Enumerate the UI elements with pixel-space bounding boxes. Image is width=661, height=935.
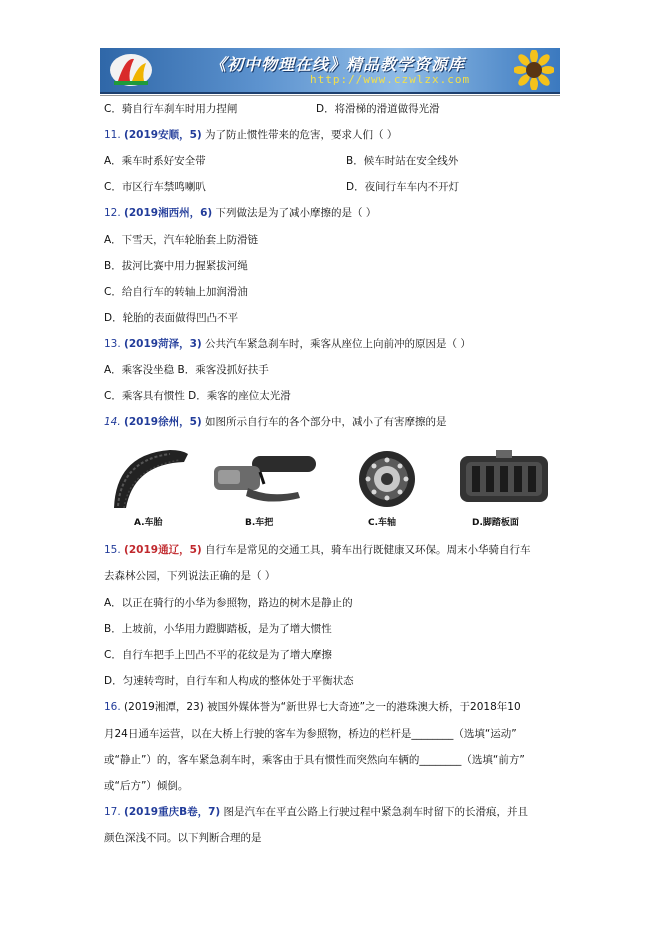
q12-option-c: C．给自行车的转轴上加润滑油: [104, 286, 248, 298]
question-text: 下列做法是为了减小摩擦的是（ ）: [212, 207, 377, 219]
q13-options-ab: A．乘客没坐稳 B．乘客没抓好扶手: [104, 364, 269, 376]
q13-options-cd: C．乘客具有惯性 D．乘客的座位太光滑: [104, 390, 291, 402]
question-11: [104, 128, 397, 142]
q15-option-a: A．以正在骑行的小华为参照物，路边的树木是静止的: [104, 597, 353, 609]
q16-line-2: 月24日通车运营，以在大桥上行驶的客车为参照物，桥边的栏杆是________（选填“运动”: [104, 728, 517, 740]
header-rule: [100, 95, 560, 96]
q11-option-d: D．夜间行车车内不开灯: [346, 181, 460, 193]
sunflower-icon: [514, 50, 554, 90]
q11-option-b: B．候车时站在安全线外: [346, 155, 459, 167]
pedal-image: [456, 448, 552, 510]
question-source: (2019徐州，5): [124, 416, 202, 428]
q12-option-b: B．拔河比赛中用力握紧拔河绳: [104, 260, 248, 272]
header-banner: [100, 48, 560, 94]
q17-line-2: 颜色深浅不同。以下判断合理的是: [104, 832, 262, 844]
question-number: 12.: [104, 207, 121, 219]
tire-image: [110, 448, 190, 510]
q15-continuation: 去森林公园，下列说法正确的是（ ）: [104, 570, 276, 582]
q15-option-c: C．自行车把手上凹凸不平的花纹是为了增大摩擦: [104, 649, 332, 661]
question-source: (2019湘潭，23): [124, 701, 204, 713]
question-number: 17.: [104, 806, 121, 818]
q12-option-a: A．下雪天，汽车轮胎套上防滑链: [104, 234, 259, 246]
question-14: [104, 415, 447, 429]
question-12: [104, 206, 376, 220]
q15-option-d: D．匀速转弯时，自行车和人构成的整体处于平衡状态: [104, 675, 354, 687]
question-text: 被国外媒体誉为“新世界七大奇迹”之一的港珠澳大桥，于2018年10: [203, 701, 521, 713]
question-text: 公共汽车紧急刹车时，乘客从座位上向前冲的原因是（ ）: [201, 338, 471, 350]
question-text: 为了防止惯性带来的危害，要求人们（ ）: [201, 129, 398, 141]
q16-line-3: 或“静止”）的，客车紧急刹车时，乘客由于具有惯性而突然向车辆的________（选填“前方”: [104, 754, 525, 766]
question-number: 14.: [104, 416, 121, 428]
question-13: [104, 337, 471, 351]
q11-option-a: A．乘车时系好安全带: [104, 155, 206, 167]
logo-icon: [108, 51, 154, 89]
question-source: (2019湘西州，6): [124, 207, 213, 219]
question-16: [104, 700, 521, 714]
question-source: (2019安顺，5): [124, 129, 202, 141]
handlebar-image: [208, 448, 320, 510]
question-number: 13.: [104, 338, 121, 350]
caption-c: C.车轴: [368, 518, 397, 528]
option-c-prev: C．骑自行车刹车时用力捏闸: [104, 103, 238, 115]
question-source: (2019菏泽，3): [124, 338, 202, 350]
question-text: 图是汽车在平直公路上行驶过程中紧急刹车时留下的长滑痕，并且: [220, 806, 529, 818]
axle-image: [344, 448, 430, 510]
q12-option-d: D．轮胎的表面做得凹凸不平: [104, 312, 239, 324]
banner-url[interactable]: http://www.czwlzx.com: [310, 73, 471, 86]
caption-a: A.车胎: [134, 518, 163, 528]
banner-title: 《初中物理在线》精品教学资源库: [210, 55, 466, 74]
q15-option-b: B．上坡前，小华用力蹬脚踏板，是为了增大惯性: [104, 623, 332, 635]
question-source: (2019通辽，5): [124, 544, 202, 556]
question-source: (2019重庆B卷，7): [124, 806, 221, 818]
question-number: 16.: [104, 701, 121, 713]
q11-option-c: C．市区行车禁鸣喇叭: [104, 181, 206, 193]
q16-line-4: 或“后方”）倾倒。: [104, 780, 189, 792]
question-text: 如图所示自行车的各个部分中，减小了有害摩擦的是: [201, 416, 447, 428]
option-d-prev: D．将滑梯的滑道做得光滑: [316, 103, 440, 115]
question-text: 自行车是常见的交通工具，骑车出行既健康又环保。周末小华骑自行车: [201, 544, 531, 556]
caption-d: D.脚踏板面: [472, 518, 519, 528]
caption-b: B.车把: [245, 518, 274, 528]
question-number: 11.: [104, 129, 121, 141]
question-15: [104, 543, 531, 557]
question-number: 15.: [104, 544, 121, 556]
question-17: [104, 805, 528, 819]
